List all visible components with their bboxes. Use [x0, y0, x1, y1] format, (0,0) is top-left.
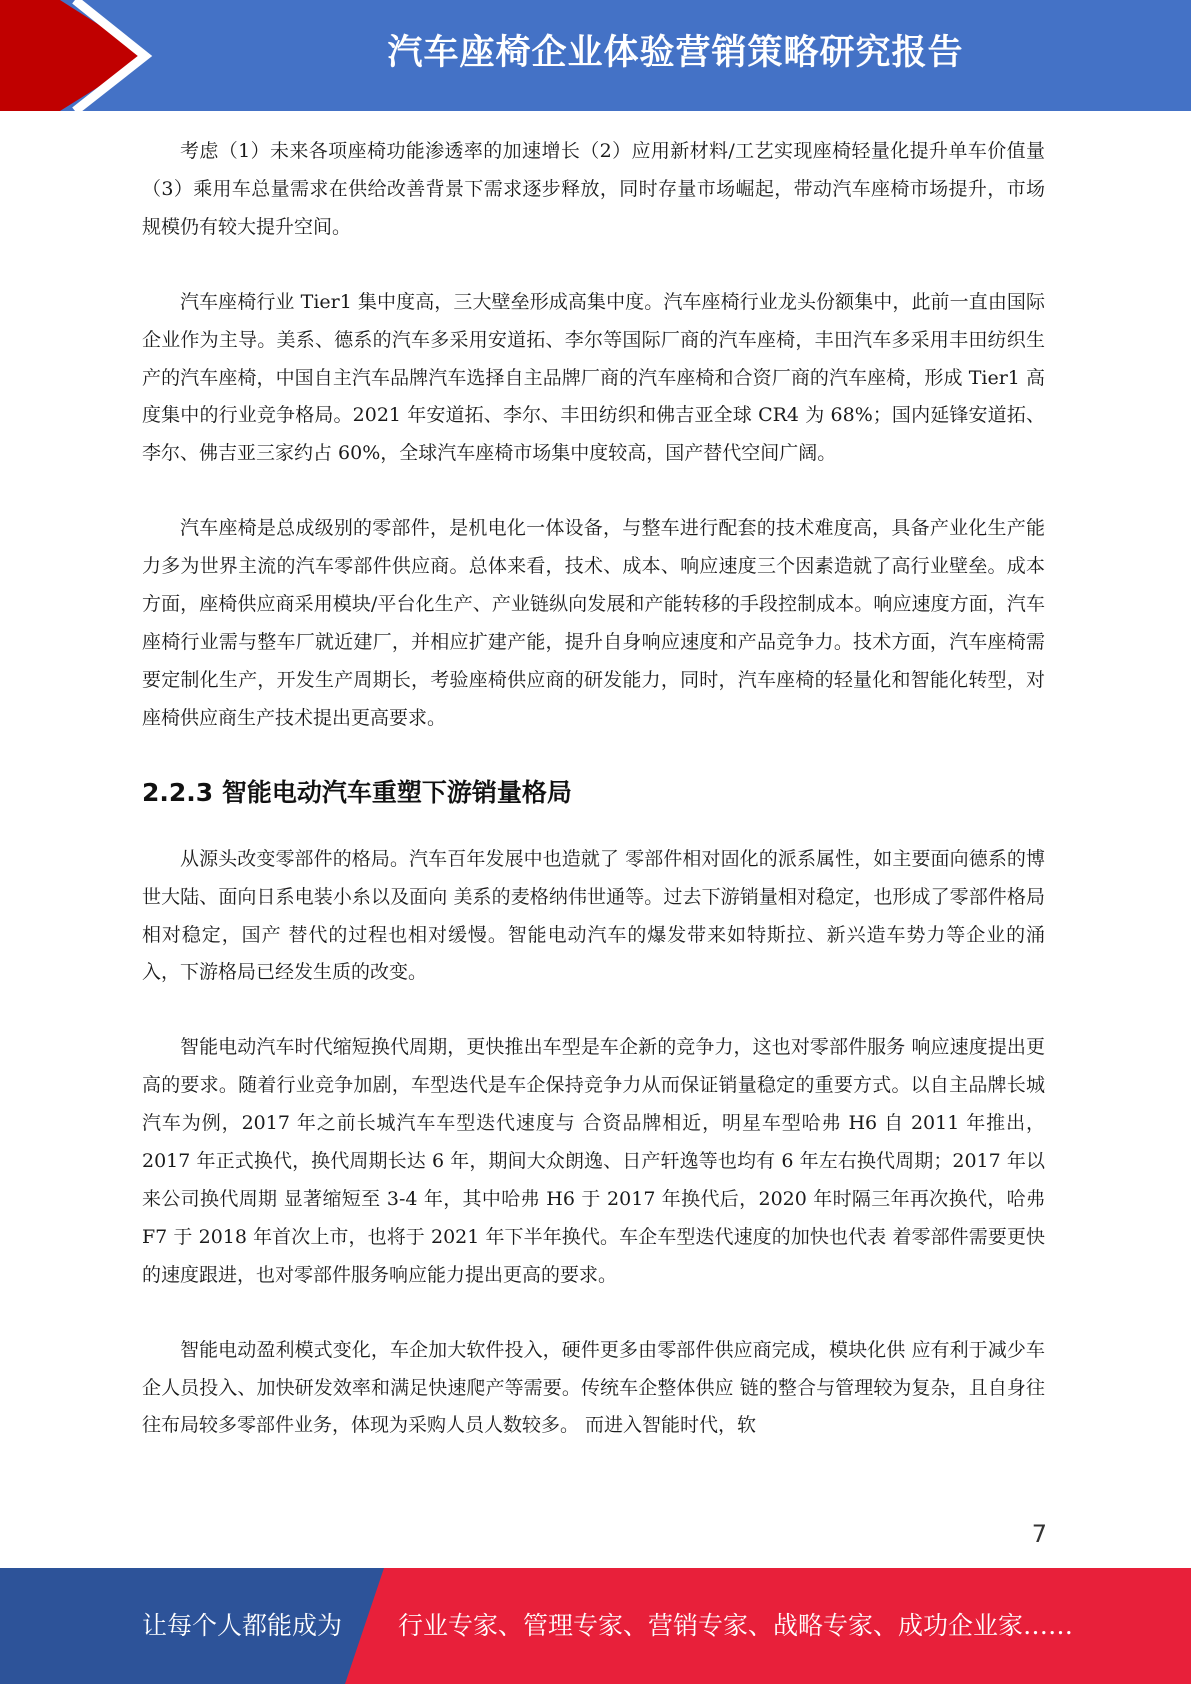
body-paragraph: 智能电动汽车时代缩短换代周期，更快推出车型是车企新的竞争力，这也对零部件服务 响应速度提出更高的要求。随着行业竞争加剧，车型迭代是车企保持竞争力从而保证销量稳定的重要方式。以自主品牌长城汽车为例，2017 年之前长城汽车车型迭代速度与 合资品牌相近，明星车型哈弗 H6 自 2011 年推出，2017 年正式换代，换代周期长达 6 年，期间大众朗逸、日产轩逸等也均有 6 年左右换代周期；2017 年以来公司换代周期 显著缩短至 3-4 年，其中哈弗 H6 于 2017 年换代后，2020 年时隔三年再次换代，哈弗 F7 于 2018 年首次上市，也将于 2021 年下半年换代。车企车型迭代速度的加快也代表 着零部件需要更快的速度跟进，也对零部件服务响应能力提出更高的要求。	[142, 1036, 1045, 1286]
body-paragraph: 汽车座椅是总成级别的零部件，是机电化一体设备，与整车进行配套的技术难度高，具备产业化生产能力多为世界主流的汽车零部件供应商。总体来看，技术、成本、响应速度三个因素造就了高行业壁垒。成本方面，座椅供应商采用模块/平台化生产、产业链纵向发展和产能转移的手段控制成本。响应速度方面，汽车座椅行业需与整车厂就近建厂，并相应扩建产能，提升自身响应速度和产品竞争力。技术方面，汽车座椅需要定制化生产，开发生产周期长，考验座椅供应商的研发能力，同时，汽车座椅的轻量化和智能化转型，对座椅供应商生产技术提出更高要求。	[142, 517, 1045, 729]
footer-slogan-right: 行业专家、管理专家、营销专家、战略专家、成功企业家……	[398, 1611, 1074, 1640]
page-footer	[0, 1568, 1191, 1684]
section-heading: 2.2.3 智能电动汽车重塑下游销量格局	[142, 777, 572, 807]
page-header	[0, 0, 1191, 111]
body-paragraph: 智能电动盈利模式变化，车企加大软件投入，硬件更多由零部件供应商完成，模块化供 应有利于减少车企人员投入、加快研发效率和满足快速爬产等需要。传统车企整体供应 链的整合与管理较为复杂，且自身往往布局较多零部件业务，体现为采购人员人数较多。 而进入智能时代，软	[142, 1338, 1045, 1437]
body-paragraph: 考虑（1）未来各项座椅功能渗透率的加速增长（2）应用新材料/工艺实现座椅轻量化提升单车价值量（3）乘用车总量需求在供给改善背景下需求逐步释放，同时存量市场崛起，带动汽车座椅市场提升，市场规模仍有较大提升空间。	[142, 140, 1045, 238]
report-body	[142, 133, 1045, 1482]
footer-slogan-left: 让每个人都能成为	[142, 1611, 343, 1640]
body-paragraph: 汽车座椅行业 Tier1 集中度高，三大壁垒形成高集中度。汽车座椅行业龙头份额集中，此前一直由国际企业作为主导。美系、德系的汽车多采用安道拓、李尔等国际厂商的汽车座椅，丰田汽车多采用丰田纺织生产的汽车座椅，中国自主汽车品牌汽车选择自主品牌厂商的汽车座椅和合资厂商的汽车座椅，形成 Tier1 高度集中的行业竞争格局。2021 年安道拓、李尔、丰田纺织和佛吉亚全球 CR4 为 68%；国内延锋安道拓、李尔、佛吉亚三家约占 60%，全球汽车座椅市场集中度较高，国产替代空间广阔。	[142, 290, 1045, 465]
report-title: 汽车座椅企业体验营销策略研究报告	[387, 33, 964, 73]
page-number: 7	[1031, 1520, 1047, 1548]
body-paragraph: 从源头改变零部件的格局。汽车百年发展中也造就了 零部件相对固化的派系属性，如主要面向德系的博世大陆、面向日系电装小糸以及面向 美系的麦格纳伟世通等。过去下游销量相对稳定，也形成了零部件格局相对稳定，国产 替代的过程也相对缓慢。智能电动汽车的爆发带来如特斯拉、新兴造车势力等企业的涌 入，下游格局已经发生质的改变。	[142, 847, 1045, 984]
